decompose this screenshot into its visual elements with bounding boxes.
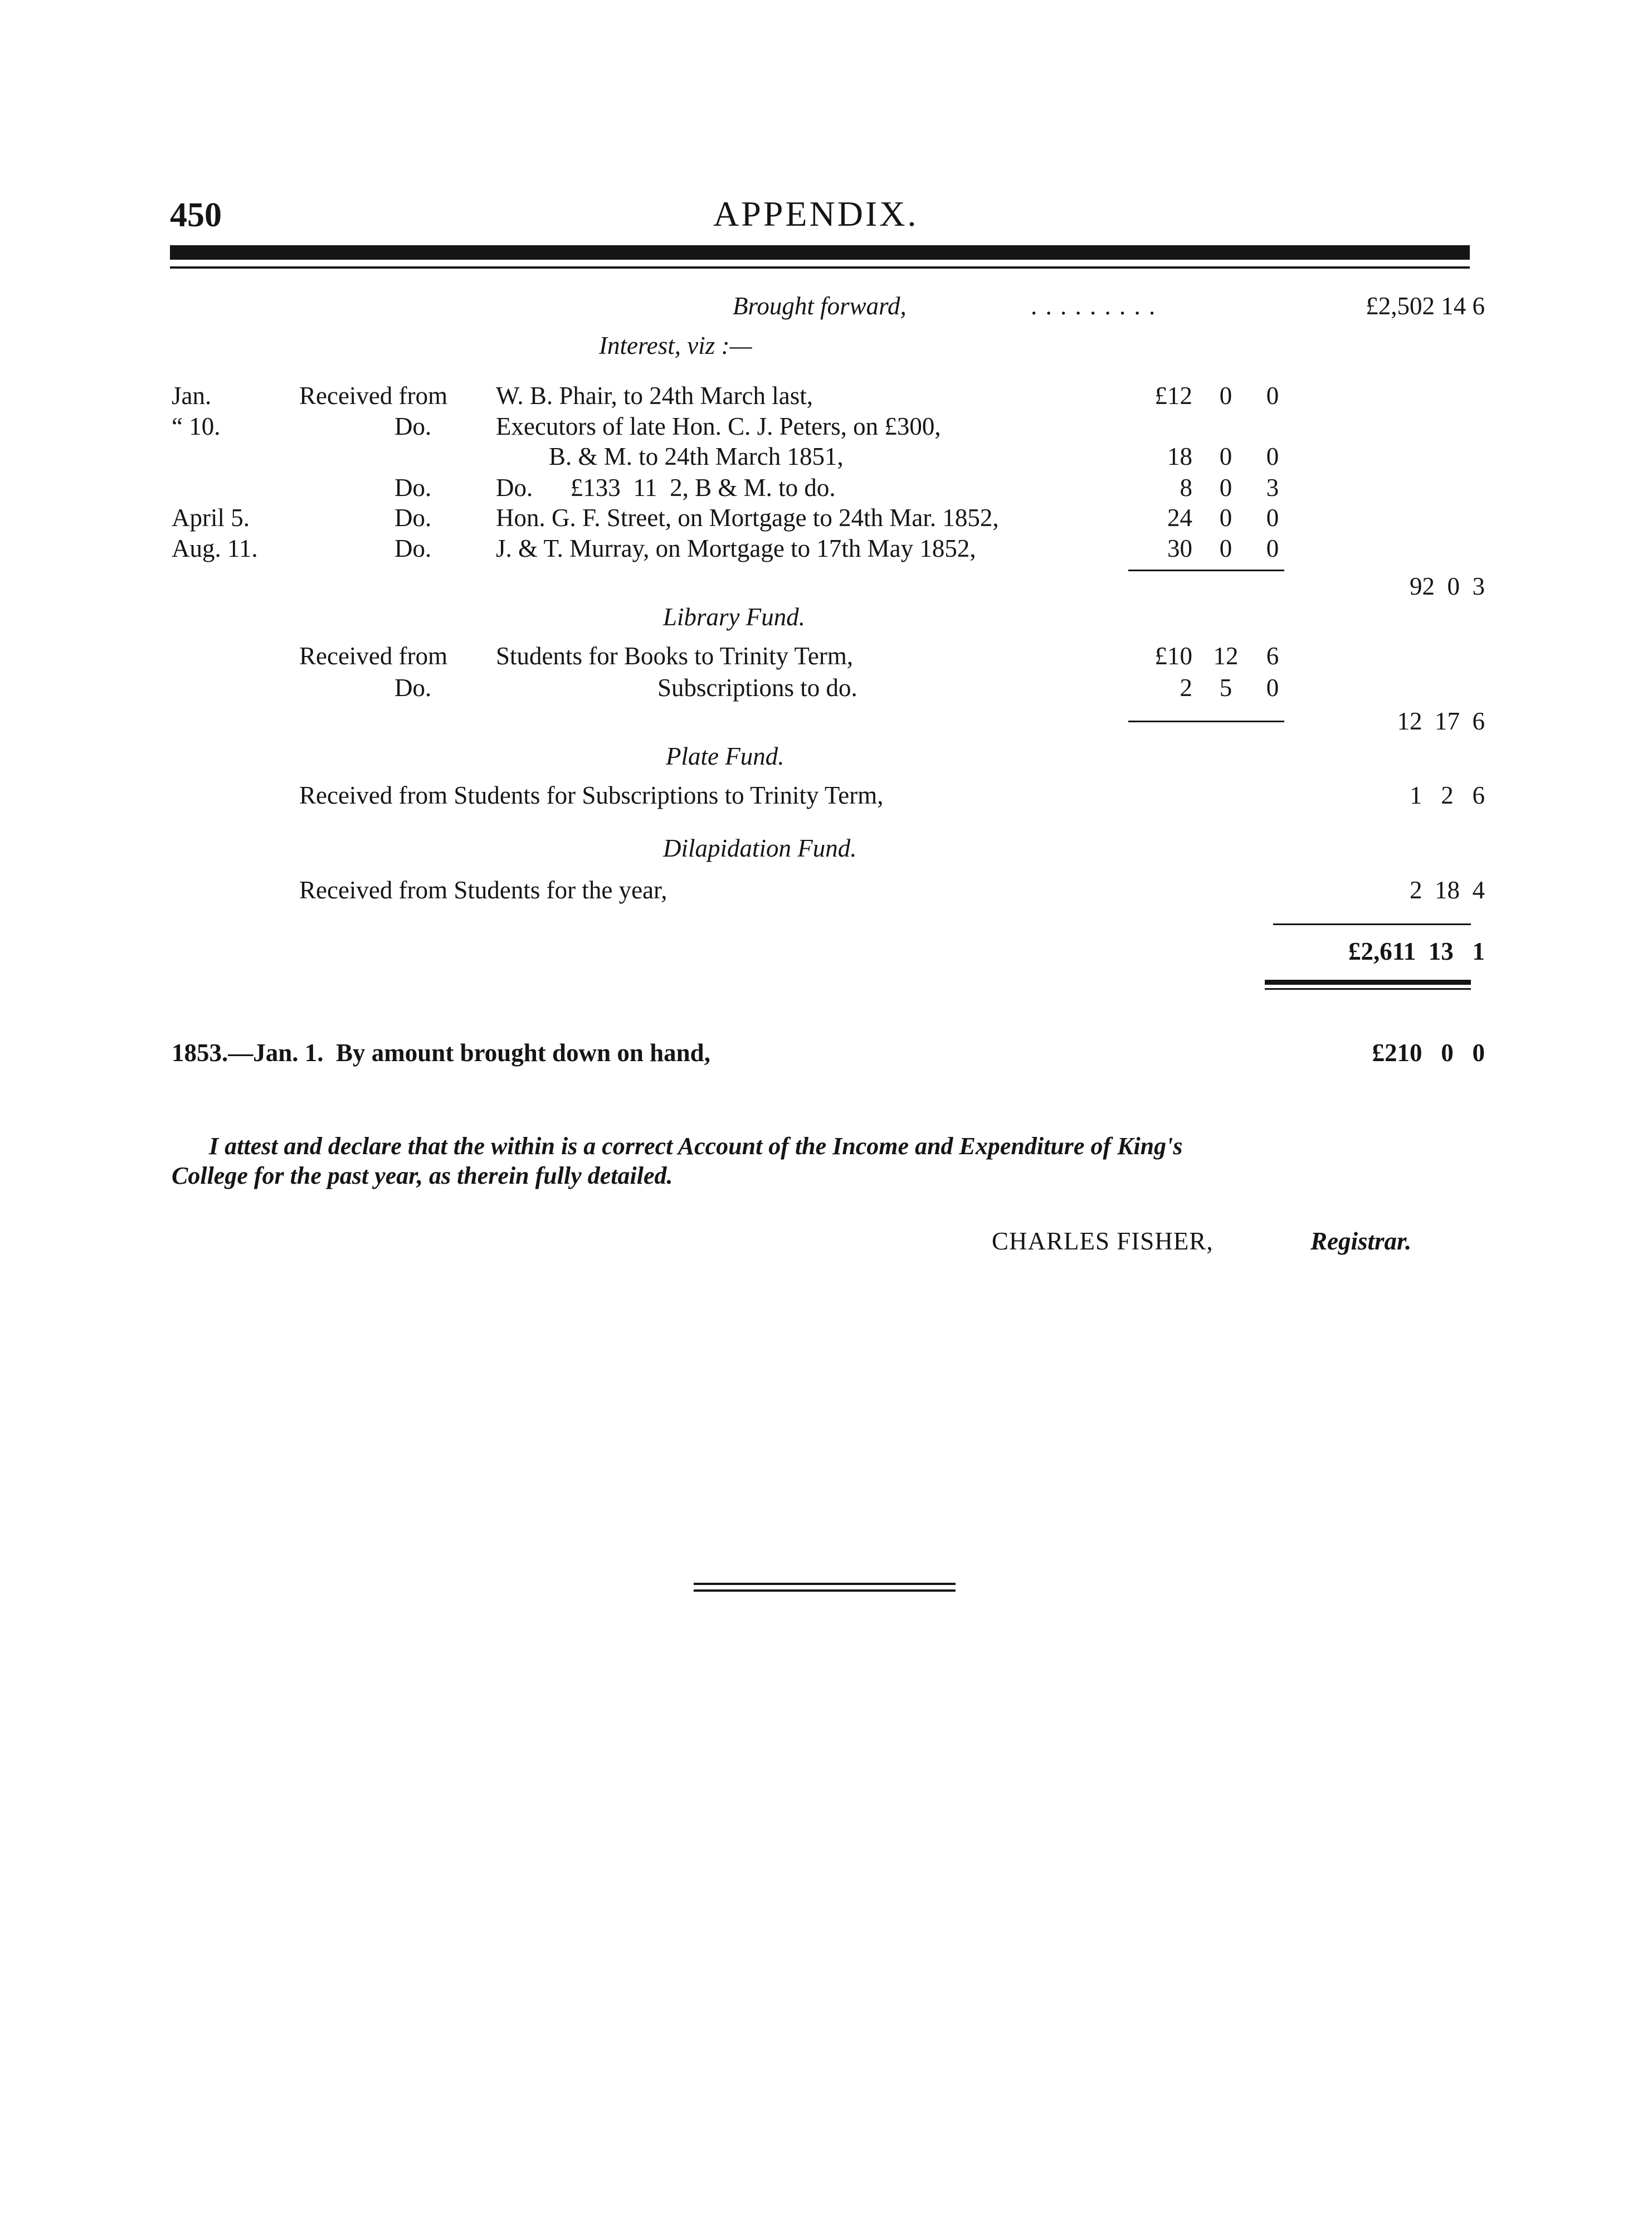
- library-who: Do.: [394, 674, 432, 702]
- library-total: 12 17 6: [1397, 707, 1485, 735]
- interest-who: Do.: [394, 504, 432, 532]
- closing-rule-top: [694, 1583, 956, 1585]
- interest-subtotal-rule: [1128, 570, 1284, 571]
- interest-pounds: £12: [1154, 382, 1192, 410]
- interest-total: 92 0 3: [1410, 572, 1485, 600]
- interest-description: J. & T. Murray, on Mortgage to 17th May 1852,: [496, 534, 976, 562]
- plate-fund-amount: 1 2 6: [1410, 781, 1485, 809]
- balance-text: 1853.—Jan. 1. By amount brought down on hand,: [172, 1039, 710, 1067]
- interest-date: “ 10.: [172, 412, 221, 440]
- library-pounds: £10: [1154, 642, 1192, 670]
- brought-forward-dots: . . . . . . . . .: [1031, 292, 1157, 320]
- grand-total-rule-thick: [1265, 980, 1471, 985]
- interest-heading: Interest, viz :—: [599, 332, 752, 359]
- interest-date: April 5.: [172, 504, 250, 532]
- signature-name: CHARLES FISHER,: [992, 1227, 1214, 1255]
- page-number: 450: [170, 196, 222, 234]
- header-rule-thin: [170, 266, 1470, 269]
- library-shillings: 12: [1213, 642, 1239, 670]
- library-fund-heading: Library Fund.: [663, 603, 806, 631]
- interest-who: Received from: [299, 382, 448, 410]
- attestation-line-2: College for the past year, as therein fully detailed.: [172, 1162, 673, 1189]
- interest-description: W. B. Phair, to 24th March last,: [496, 382, 813, 410]
- library-pence: 6: [1266, 642, 1279, 670]
- closing-rule-bottom: [694, 1589, 956, 1592]
- grand-total: £2,611 13 1: [1348, 937, 1485, 965]
- library-description: Students for Books to Trinity Term,: [496, 642, 854, 670]
- interest-pounds: 18: [1167, 443, 1192, 470]
- interest-who: Do.: [394, 474, 432, 502]
- interest-pounds: 8: [1180, 474, 1192, 502]
- dilapidation-fund-amount: 2 18 4: [1410, 876, 1485, 904]
- interest-shillings: 0: [1219, 534, 1232, 562]
- interest-date: Jan.: [172, 382, 212, 410]
- brought-forward-amount: £2,502 14 6: [1366, 292, 1485, 320]
- library-who: Received from: [299, 642, 448, 670]
- interest-pence: 0: [1266, 534, 1279, 562]
- library-subtotal-rule: [1128, 721, 1284, 722]
- dilapidation-fund-text: Received from Students for the year,: [299, 876, 667, 904]
- grand-total-rule-thin: [1265, 988, 1471, 990]
- header-rule-thick: [170, 245, 1470, 260]
- interest-pence: 0: [1266, 504, 1279, 532]
- brought-forward-label: Brought forward,: [733, 292, 907, 320]
- interest-pence: 3: [1266, 474, 1279, 502]
- library-pence: 0: [1266, 674, 1279, 702]
- interest-shillings: 0: [1219, 504, 1232, 532]
- interest-pounds: 30: [1167, 534, 1192, 562]
- library-pounds: 2: [1180, 674, 1192, 702]
- interest-date: Aug. 11.: [172, 534, 258, 562]
- interest-description: B. & M. to 24th March 1851,: [549, 443, 844, 470]
- interest-who: Do.: [394, 412, 432, 440]
- interest-description: Hon. G. F. Street, on Mortgage to 24th Mar. 1852,: [496, 504, 999, 532]
- interest-description: Do. £133 11 2, B & M. to do.: [496, 474, 836, 502]
- plate-fund-heading: Plate Fund.: [666, 742, 784, 770]
- dilapidation-fund-heading: Dilapidation Fund.: [663, 834, 857, 862]
- attestation-line-1: I attest and declare that the within is a correct Account of the Income and Expenditure of King's: [209, 1132, 1183, 1160]
- interest-who: Do.: [394, 534, 432, 562]
- interest-shillings: 0: [1219, 382, 1232, 410]
- interest-pence: 0: [1266, 382, 1279, 410]
- page-title: APPENDIX.: [713, 194, 919, 234]
- plate-fund-text: Received from Students for Subscriptions to Trinity Term,: [299, 781, 884, 809]
- interest-shillings: 0: [1219, 474, 1232, 502]
- interest-shillings: 0: [1219, 443, 1232, 470]
- balance-amount: £210 0 0: [1372, 1039, 1485, 1067]
- library-shillings: 5: [1219, 674, 1232, 702]
- interest-pounds: 24: [1167, 504, 1192, 532]
- interest-pence: 0: [1266, 443, 1279, 470]
- signature-role: Registrar.: [1310, 1227, 1412, 1255]
- grand-total-rule-top: [1273, 923, 1471, 925]
- library-description: Subscriptions to do.: [657, 674, 857, 702]
- interest-description: Executors of late Hon. C. J. Peters, on £300,: [496, 412, 941, 440]
